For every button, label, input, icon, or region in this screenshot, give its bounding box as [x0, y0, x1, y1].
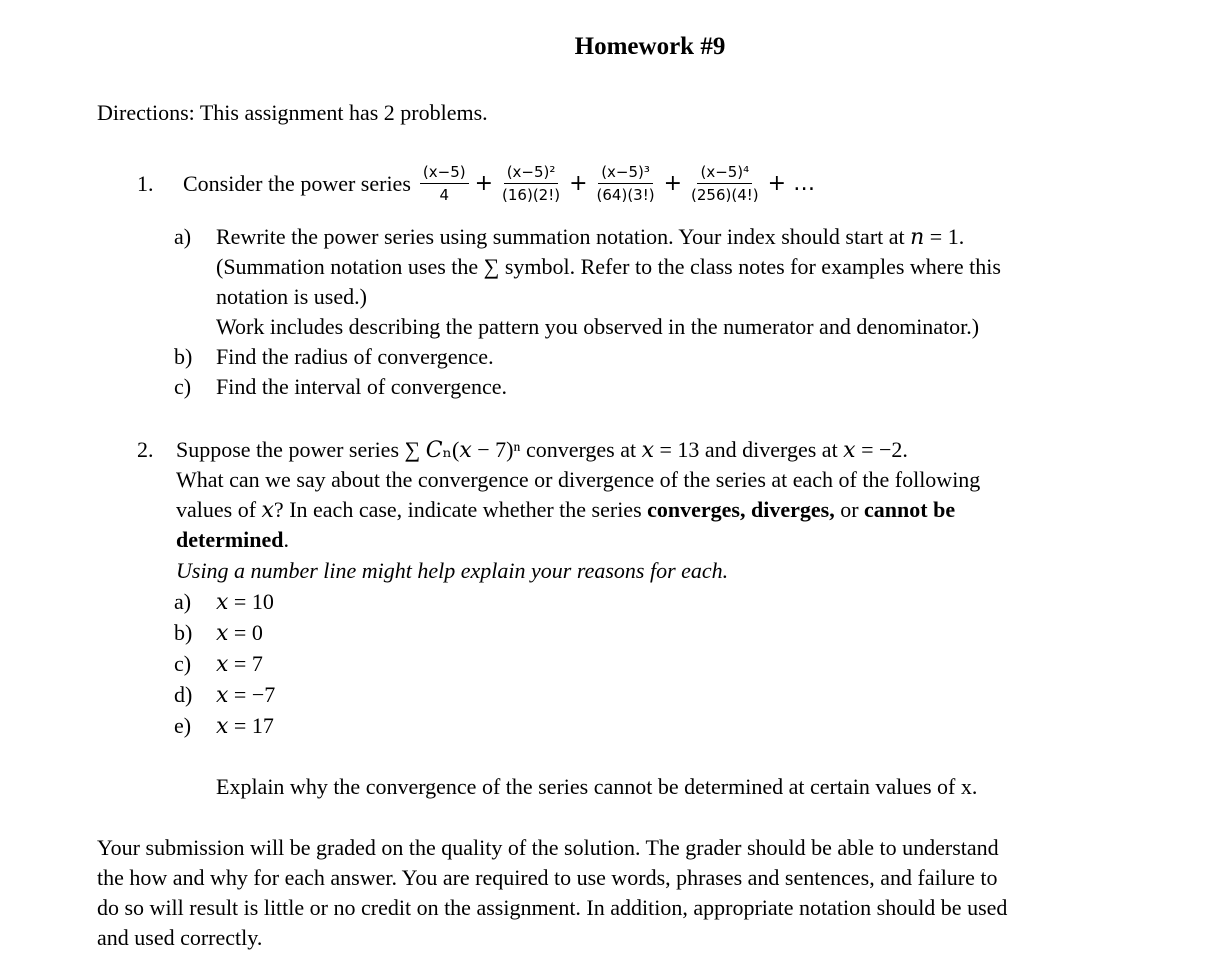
list-item	[174, 618, 275, 649]
plus-sign: +	[569, 170, 588, 196]
term-1-denominator: 4	[439, 186, 450, 204]
plus-sign: +	[474, 170, 494, 196]
term-3-numerator: (x−5)³	[598, 162, 653, 184]
line-4-period: .	[283, 527, 290, 552]
problem-1-parts	[174, 222, 964, 252]
grading-note	[97, 833, 1207, 953]
problem-1-intro: Consider the power series	[183, 170, 411, 196]
problem-1-parts-bc	[174, 342, 507, 402]
series-tail: + …	[767, 170, 816, 196]
part-d-label: d)	[174, 682, 193, 707]
problem-2-statement	[137, 435, 908, 465]
part-e-label: e)	[174, 713, 192, 738]
list-item	[174, 680, 275, 711]
list-item	[174, 342, 507, 372]
converges-diverges-bold: converges, diverges,	[647, 497, 835, 522]
part-a-value: 𝑥 = 10	[216, 589, 274, 614]
grading-line-1: Your submission will be graded on the quality of the solution. The grader should be able to understand	[97, 835, 999, 860]
part-c-value: 𝑥 = 7	[216, 651, 263, 676]
part-a-line-2: (Summation notation uses the ∑ symbol. Refer to the class notes for examples where this	[216, 254, 1001, 279]
series-term-3	[594, 162, 658, 205]
plus-sign: +	[663, 170, 683, 196]
page-title: Homework #9	[574, 33, 726, 60]
part-b-label: b)	[174, 344, 193, 369]
explain-prompt: Explain why the convergence of the series cannot be determined at certain values of x.	[216, 774, 978, 799]
part-a-line-1: Rewrite the power series using summation notation. Your index should start at 𝑛 = 1.	[216, 224, 965, 249]
part-a-line-3: notation is used.)	[216, 284, 367, 309]
list-item	[174, 711, 275, 742]
problem-2-line-4	[176, 525, 289, 555]
problem-1-number: 1.	[137, 170, 154, 196]
series-term-1	[420, 162, 469, 205]
grading-line-2: the how and why for each answer. You are required to use words, phrases and sentences, and failure to	[97, 865, 998, 890]
term-2-numerator: (x−5)²	[504, 162, 559, 184]
term-2-denominator: (16)(2!)	[502, 186, 561, 204]
directions-text: Directions: This assignment has 2 problems.	[97, 100, 488, 125]
part-a-label: a)	[174, 589, 192, 614]
term-4-denominator: (256)(4!)	[691, 186, 759, 204]
part-a-line-4: Work includes describing the pattern you observed in the numerator and denominator.)	[216, 314, 980, 339]
grading-line-4: and used correctly.	[97, 925, 263, 950]
determined-bold: determined	[176, 527, 284, 552]
problem-2-number: 2.	[137, 437, 154, 462]
line-3-start: values of 𝑥? In each case, indicate whether the series	[176, 497, 648, 522]
grading-line-3: do so will result is little or no credit on the assignment. In addition, appropriate notation should be used	[97, 895, 1008, 920]
problem-2-line-2: What can we say about the convergence or divergence of the series at each of the following	[176, 467, 981, 492]
series-term-4	[688, 162, 762, 205]
term-4-numerator: (x−5)⁴	[697, 162, 752, 184]
series-term-2	[499, 162, 563, 205]
term-1-numerator: (x−5)	[420, 162, 469, 184]
part-b-value: 𝑥 = 0	[216, 620, 263, 645]
problem-2-hint: Using a number line might help explain your reasons for each.	[176, 558, 729, 583]
line-3-or: or	[834, 497, 865, 522]
part-c-label: c)	[174, 374, 192, 399]
cannot-be-bold: cannot be	[864, 497, 956, 522]
part-a-label: a)	[174, 224, 192, 249]
term-3-denominator: (64)(3!)	[596, 186, 655, 204]
list-item	[174, 222, 964, 252]
problem-2-line-1: Suppose the power series ∑ 𝐶ₙ(𝑥 − 7)ⁿ converges at 𝑥 = 13 and diverges at 𝑥 = −2.	[176, 437, 908, 462]
list-item	[174, 587, 275, 618]
part-d-value: 𝑥 = −7	[216, 682, 276, 707]
problem-1-statement	[137, 162, 818, 205]
problem-2-line-3	[176, 495, 955, 525]
list-item	[174, 372, 507, 402]
problem-2-parts	[174, 587, 275, 742]
part-b-label: b)	[174, 620, 193, 645]
part-b-text: Find the radius of convergence.	[216, 344, 494, 369]
list-item	[174, 649, 275, 680]
part-e-value: 𝑥 = 17	[216, 713, 274, 738]
part-c-text: Find the interval of convergence.	[216, 374, 507, 399]
part-c-label: c)	[174, 651, 192, 676]
